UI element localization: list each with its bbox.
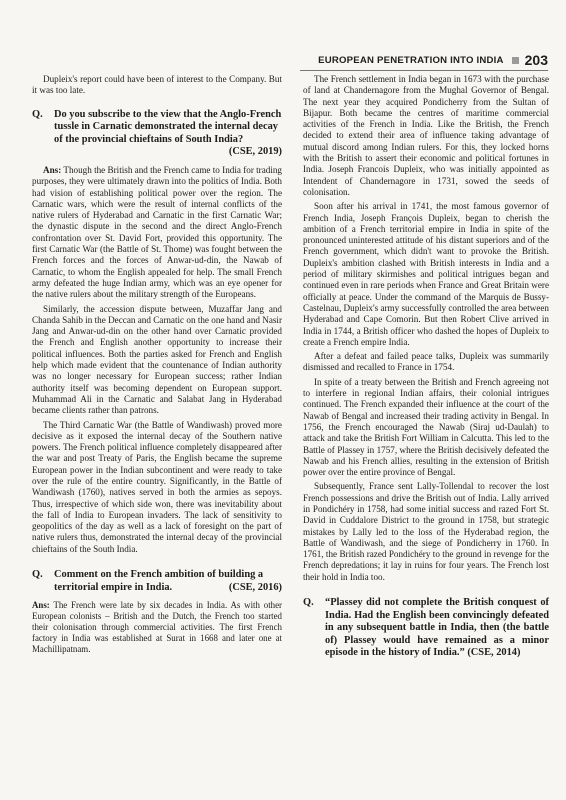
answer-2-paragraph-1: Ans: The French were late by six decades in India. As with other European colonists – British and the Dutch, the French too started their colonisation through commercial activities. The first French factory in India was established at Surat in 1668 and later one at Machillipatnam. [32,600,283,654]
intro-paragraph: Dupleix's report could have been of interest to the Company. But it was too late. [32,74,282,96]
question-label: Q. [32,569,43,581]
question-text: Do you subscribe to the view that the Anglo-French tussle in Carnatic demonstrated the internal decay of the provincial chieftains of South India? [54,108,282,145]
running-header [300,50,548,71]
question-text: Comment on the French ambition of building a territorial empire in India. [54,569,264,593]
page-number: 203 [524,52,548,68]
question-source: (CSE, 2019) [228,146,282,158]
answer-1-paragraph-3: The Third Carnatic War (the Battle of Wandiwash) proved more decisive as it exposed the internal decay of the Southern native powers. The French political influence completely disappeared after the war and post Treaty of Paris, the English became the supreme European power in the Indian subcontinent and were ready to take over the rule of the entire country. Significantly, in the Battle of Wandiwash (1760), natives served in both the armies as sepoys. Thus, irrespective of which side won, there was inevitability about the fall of India to European invaders. The lack of sensitivity to geopolitics of the day as well as a lack of foresight on the part of native rulers thus, demonstrated the internal decay of the provincial chieftains of the South India. [32,419,282,554]
answer-label: Ans: [32,600,50,611]
right-paragraph-3: After a defeat and failed peace talks, Dupleix was summarily dismissed and recalled to France in 1754. [303,351,549,373]
question-1 [32,109,282,159]
right-paragraph-2: Soon after his arrival in 1741, the most famous governor of French India, Joseph François Dupleix, began to cherish the ambition of a French territorial empire in India in spite of the pronounced uninterested attitude of his distant superiors and of the French government, which didn't want to provoke the British. Dupleix's ambition clashed with British interests in India and a period of military skirmishes and political intrigues began and continued even in rare periods when France and Great Britain were officially at peace. Under the command of the Marquis de Bussy-Castelnau, Dupleix's army successfully controlled the area between Hyderabad and Cape Comorin. But then Robert Clive arrived in India in 1744, a British officer who dashed the hopes of Dupleix to create a French empire India. [303,201,549,347]
right-paragraph-1: The French settlement in India began in 1673 with the purchase of land at Chandernagore from the Mughal Governor of Bengal. The next year they acquired Pondicherry from the Sultan of Bijapur. Both became the centres of maritime commercial activities of the French in India. Like the British, the French decided to extend their area of influence taking advantage of mutual discord among Indian rulers. For this, they locked horns with the British to assert their economic and political fortunes in India. Joseph Francois Dupleix, who was initially appointed as Intendent of Chandernagore in 1731, sowed the seeds of colonisation. [303,74,549,197]
running-title: EUROPEAN PENETRATION INTO INDIA [318,54,504,66]
header-separator-icon [512,57,519,64]
right-paragraph-4: In spite of a treaty between the British and French agreeing not to interfere in regional Indian affairs, their colonial intrigues continued. The French expanded their influence at the court of the Nawab of Bengal and increased their trading activity in Bengal. In 1756, the French encouraged the Nawab (Siraj ud-Daulah) to attack and take the British Fort William in Calcutta. This led to the Battle of Plassey in 1757, where the British decisively defeated the Nawab and his French allies, resulting in the extension of British power over the entire province of Bengal. [303,376,549,478]
answer-1-paragraph-2: Similarly, the accession dispute between, Muzaffar Jang and Chanda Sahib in the Deccan and Carnatic on the one hand and Nasir Jang and Anwar-ud-din on the other hand over Carnatic provided the French and English another opportunity to increase their political influences. Both the parties asked for French and English help which made evident that the countenance of Indian authority was no longer necessary for European success; rather Indian authority itself was becoming dependent on European support. Muhammad Ali in the Carnatic and Salabat Jang in Hyderabad became clients rather than patrons. [32,303,282,416]
question-source: (CSE, 2014) [467,647,521,659]
left-column [32,74,282,658]
right-column [303,74,549,660]
question-2 [32,569,282,594]
answer-label: Ans: [43,164,62,175]
question-source: (CSE, 2016) [228,581,282,593]
question-label: Q. [32,108,43,120]
question-3 [303,597,549,660]
right-paragraph-5: Subsequently, France sent Lally-Tollendal to recover the lost French possessions and drive the British out of India. Lally arrived in Pondichéry in 1758, had some initial success and razed Fort St. David in Cuddalore District to the ground in 1758, but strategic mistakes by Lally led to the loss of the Hyderabad region, the Battle of Wandiwash, and the siege of Pondicherry in 1760. In 1761, the British razed Pondichéry to the ground in revenge for the French depredations; it lay in ruins for four years. The French lost their hold in India too. [303,481,549,582]
answer-1-paragraph-1: Ans: Though the British and the French came to India for trading purposes, they were ultimately drawn into the politics of India. Both had vision of establishing political power over the region. The Carnatic wars, which were the result of internal conflicts of the native rulers of Hyderabad and Carnatic in the first Carnatic War; the dynastic dispute in the second and the direct Anglo-French confrontation over St. David Fort, provided this opportunity. The first Carnatic War (the Battle of St. Thome) was fought between the French forces and the forces of Anwar-ud-din, the Nawab of Carnatic, to whom the English appealed for help. The small French army defeated the huge Indian army, which was an eye opener for the native rulers about the military strength of the Europeans. [32,164,282,300]
question-text: “Plassey did not complete the British conquest of India. Had the English been convincingly defeated in any subsequent battle in India, then (the battle of) Plassey would have remained as a minor episode in the history of India.” [325,597,549,659]
question-label: Q. [303,597,314,609]
